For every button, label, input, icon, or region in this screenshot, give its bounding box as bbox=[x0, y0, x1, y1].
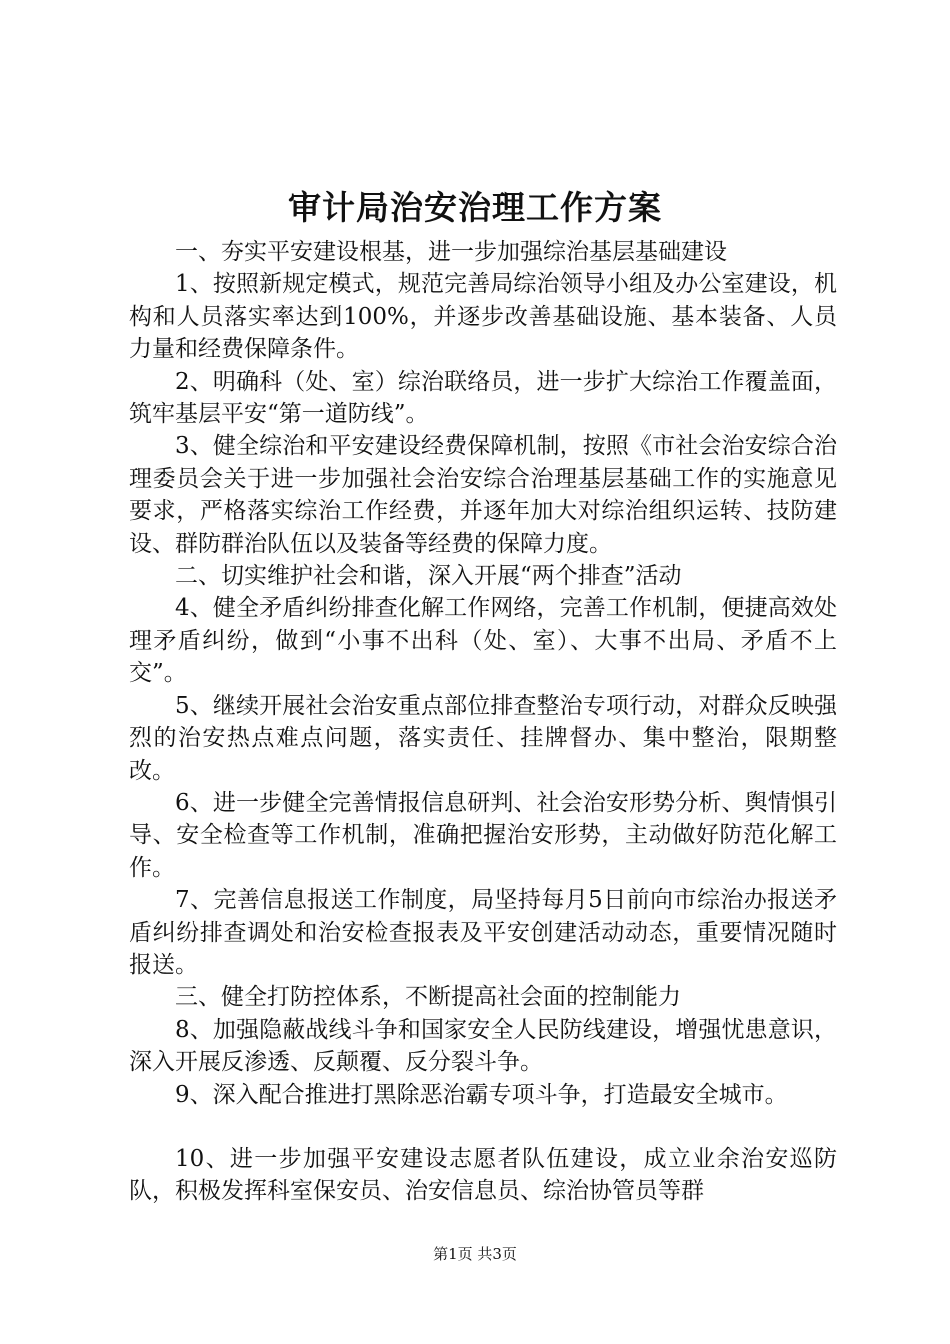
paragraph-spacer bbox=[129, 1111, 837, 1143]
paragraph-item-7: 7、完善信息报送工作制度，局坚持每月5日前向市综治办报送矛盾纠纷排查调处和治安检查报表及平安创建活动动态，重要情况随时报送。 bbox=[129, 887, 837, 978]
paragraph-item-5: 5、继续开展社会治安重点部位排查整治专项行动，对群众反映强烈的治安热点难点问题，落实责任、挂牌督办、集中整治，限期整改。 bbox=[129, 692, 837, 784]
document-body bbox=[129, 236, 837, 1208]
document-title: 审计局治安治理工作方案 bbox=[288, 188, 662, 227]
paragraph-item-4: 4、健全矛盾纠纷排查化解工作网络，完善工作机制，便捷高效处理矛盾纠纷，做到“小事不出科（处、室）、大事不出局、矛盾不上交”。 bbox=[129, 595, 837, 687]
paragraph-item-6: 6、进一步健全完善情报信息研判、社会治安形势分析、舆情惧引导、安全检查等工作机制，准确把握治安形势，主动做好防范化解工作。 bbox=[129, 789, 837, 881]
page-number-footer: 第1页 共3页 bbox=[433, 1245, 517, 1263]
section-heading-2: 二、切实维护社会和谐，深入开展“两个排查”活动 bbox=[175, 563, 682, 590]
paragraph-item-10: 10、进一步加强平安建设志愿者队伍建设，成立业余治安巡防队，积极发挥科室保安员、治安信息员、综治协管员等群 bbox=[129, 1145, 837, 1205]
section-heading-1: 一、夯实平安建设根基，进一步加强综治基层基础建设 bbox=[175, 239, 727, 265]
paragraph-item-8: 8、加强隐蔽战线斗争和国家安全人民防线建设，增强忧患意识，深入开展反渗透、反颠覆、反分裂斗争。 bbox=[129, 1016, 837, 1076]
paragraph-item-1: 1、按照新规定模式，规范完善局综治领导小组及办公室建设，机构和人员落实率达到100%，并逐步改善基础设施、基本装备、人员力量和经费保障条件。 bbox=[129, 271, 837, 363]
paragraph-item-3: 3、健全综治和平安建设经费保障机制，按照《市社会治安综合治理委员会关于进一步加强社会治安综合治理基层基础工作的实施意见要求，严格落实综治工作经费，并逐年加大对综治组织运转、技防建设、群防群治队伍以及装备等经费的保障力度。 bbox=[129, 433, 837, 557]
paragraph-item-9: 9、深入配合推进打黑除恶治霸专项斗争，打造最安全城市。 bbox=[175, 1081, 788, 1108]
section-heading-3: 三、健全打防控体系，不断提高社会面的控制能力 bbox=[175, 984, 681, 1011]
paragraph-item-2: 2、明确科（处、室）综治联络员，进一步扩大综治工作覆盖面，筑牢基层平安“第一道防线”。 bbox=[129, 368, 837, 428]
